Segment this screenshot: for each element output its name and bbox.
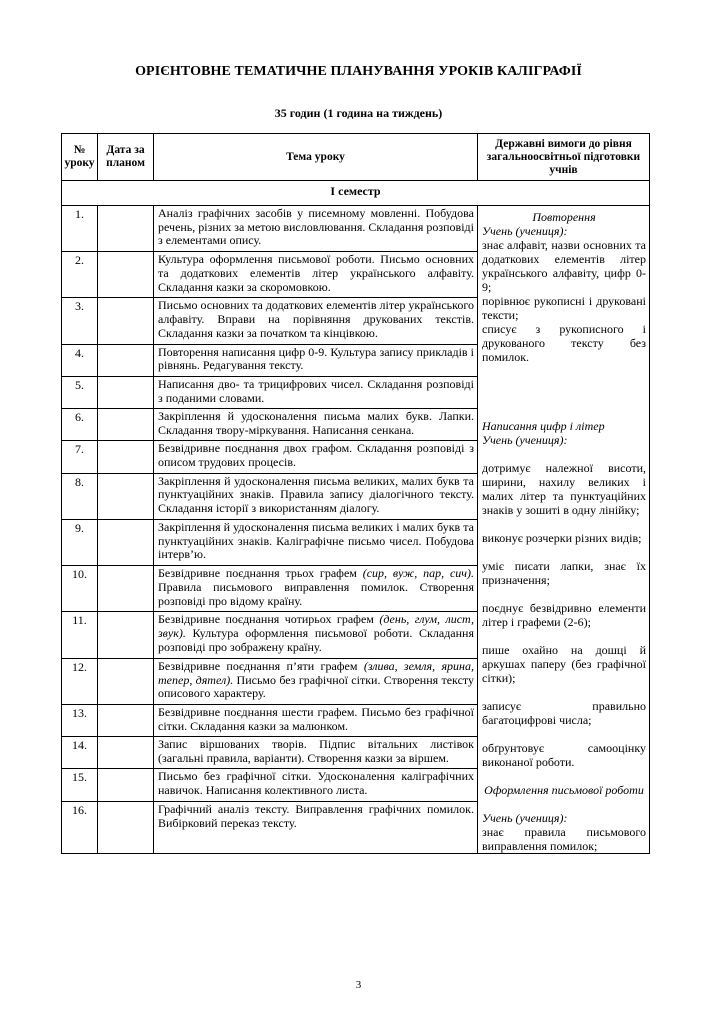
header-planned-date: Дата за планом [98,134,154,181]
lesson-date [98,252,154,298]
topic-text: Правила письмового виправлення помилок. Створення розповіді про відому країну. [158,579,474,608]
lesson-topic: Закріплення й удосконалення письма малих букв. Лапки. Складання твору-міркування. Написання сенкана. [154,409,478,441]
topic-text: Культура оформлення письмової роботи. Складання розповіді про зображену країну. [158,626,474,655]
header-state-requirements: Державні вимоги до рівня загальноосвітньої підготовки учнів [478,134,650,181]
topic-example-words: (злива, земля, ярина, тепер, дятел). [158,658,474,687]
lesson-date [98,566,154,612]
lesson-date [98,441,154,473]
req-heading-written-work: Оформлення письмової роботи [484,782,644,797]
semester-row [62,181,650,206]
req-item: списує з рукописного і друкованого тексту без помилок. [482,321,646,364]
lesson-number: 15. [62,769,98,801]
document-title: ОРІЄНТОВНЕ ТЕМАТИЧНЕ ПЛАНУВАННЯ УРОКІВ КАЛІГРАФІЇ [135,64,582,79]
req-item: пише охайно на дошці й аркушах паперу (без графічної сітки); [482,642,646,685]
req-item: знає правила письмового виправлення помилок; [482,824,646,853]
topic-example-words: (сир, вуж, пар, сич). [362,566,474,581]
lesson-number: 16. [62,801,98,853]
lesson-date [98,205,154,251]
lesson-topic: Письмо без графічної сітки. Удосконалення каліграфічних навичок. Написання колективного листа. [154,769,478,801]
lesson-date [98,801,154,853]
topic-text: Безвідривне поєднання чотирьох графем [158,612,380,627]
lesson-date [98,737,154,769]
lesson-date [98,344,154,376]
lesson-number: 5. [62,376,98,408]
lesson-topic: Повторення написання цифр 0-9. Культура запису прикладів і рівнянь. Редагування тексту. [154,344,478,376]
lesson-topic: Письмо основних та додаткових елементів літер українського алфавіту. Вправи на порівняння друкованих текстів. Складання казки за початком та кінцівкою. [154,298,478,344]
table-row [62,205,650,251]
lesson-date [98,612,154,658]
lesson-topic: Запис віршованих творів. Підпис вітальних листівок (загальні правила, варіанти). Створення казки за віршем. [154,737,478,769]
lesson-topic: Безвідривне поєднання шести графем. Письмо без графічної сітки. Складання казки за малюнком. [154,705,478,737]
req-student-label: Учень (учениця): [482,223,568,238]
lesson-number: 9. [62,519,98,565]
page-number: 3 [355,979,362,991]
req-heading-repetition: Повторення [532,209,596,224]
req-item: обґрунтовує самооцінку виконаної роботи. [482,740,646,769]
lesson-date [98,658,154,704]
topic-text: Письмо без графічної сітки. Створення тексту описового характеру. [158,672,474,701]
lesson-topic: Безвідривне поєднання двох графом. Складання розповіді з описом трудових процесів. [154,441,478,473]
lesson-plan-table [61,133,650,854]
lesson-date [98,409,154,441]
lesson-topic: Культура оформлення письмової роботи. Письмо основних та додаткових елементів літер українського алфавіту. Складання казки за скоромовкою. [154,252,478,298]
topic-example-words: (день, глум, лист, звук). [158,612,474,641]
document-subtitle: 35 годин (1 година на тиждень) [274,106,443,120]
req-student-label: Учень (учениця): [482,810,568,825]
lesson-number: 10. [62,566,98,612]
req-heading-digits-letters: Написання цифр і літер [482,418,605,433]
lesson-number: 12. [62,658,98,704]
lesson-number: 2. [62,252,98,298]
lesson-date [98,298,154,344]
lesson-topic: Написання дво- та трицифрових чисел. Складання розповіді з поданими словами. [154,376,478,408]
header-lesson-number: № уроку [62,134,98,181]
topic-text: Безвідривне поєднання п’яти графем [158,658,364,673]
header-row [62,134,650,181]
req-item: записує правильно багатоцифрові числа; [482,698,646,727]
lesson-topic: Закріплення й удосконалення письма великих, малих букв та пунктуаційних знаків. Правила запису діалогічного тексту. Складання історії з використанням діалогу. [154,473,478,519]
semester-label: І семестр [62,181,650,206]
lesson-topic: Аналіз графічних засобів у писемному мовленні. Побудова речень, різних за метою висловлювання. Складання розповіді з елементами опису. [154,205,478,251]
lesson-number: 8. [62,473,98,519]
req-item: знає алфавіт, назви основних та додаткових елементів літер українського алфавіту, цифр 0-9; [482,237,646,294]
req-item: поєднує безвідривно елементи літер і графеми (2-6); [482,600,646,629]
requirements-cell [478,205,650,853]
lesson-topic [154,612,478,658]
req-student-label: Учень (учениця): [482,432,568,447]
lesson-topic: Закріплення й удосконалення письма великих і малих букв та пунктуаційних знаків. Каліграфічне письмо чисел. Побудова інтерв’ю. [154,519,478,565]
header-lesson-topic: Тема уроку [154,134,478,181]
lesson-date [98,769,154,801]
lesson-number: 3. [62,298,98,344]
lesson-number: 14. [62,737,98,769]
lesson-number: 13. [62,705,98,737]
topic-text: Безвідривне поєднання трьох графем [158,566,363,581]
lesson-date [98,473,154,519]
req-item: виконує розчерки різних видів; [482,530,642,545]
req-item: уміє писати лапки, знає їх призначення; [482,558,646,587]
lesson-number: 11. [62,612,98,658]
lesson-number: 4. [62,344,98,376]
lesson-number: 7. [62,441,98,473]
req-item: порівнює рукописні і друковані тексти; [482,293,646,322]
lesson-topic: Графічний аналіз тексту. Виправлення графічних помилок. Вибірковий переказ тексту. [154,801,478,853]
lesson-number: 1. [62,205,98,251]
lesson-topic [154,658,478,704]
lesson-date [98,705,154,737]
req-item: дотримує належної висоти, ширини, нахилу великих і малих літер та пунктуаційних знаків у зошиті в одну лінійку; [482,460,646,517]
lesson-number: 6. [62,409,98,441]
lesson-date [98,519,154,565]
lesson-topic [154,566,478,612]
lesson-date [98,376,154,408]
